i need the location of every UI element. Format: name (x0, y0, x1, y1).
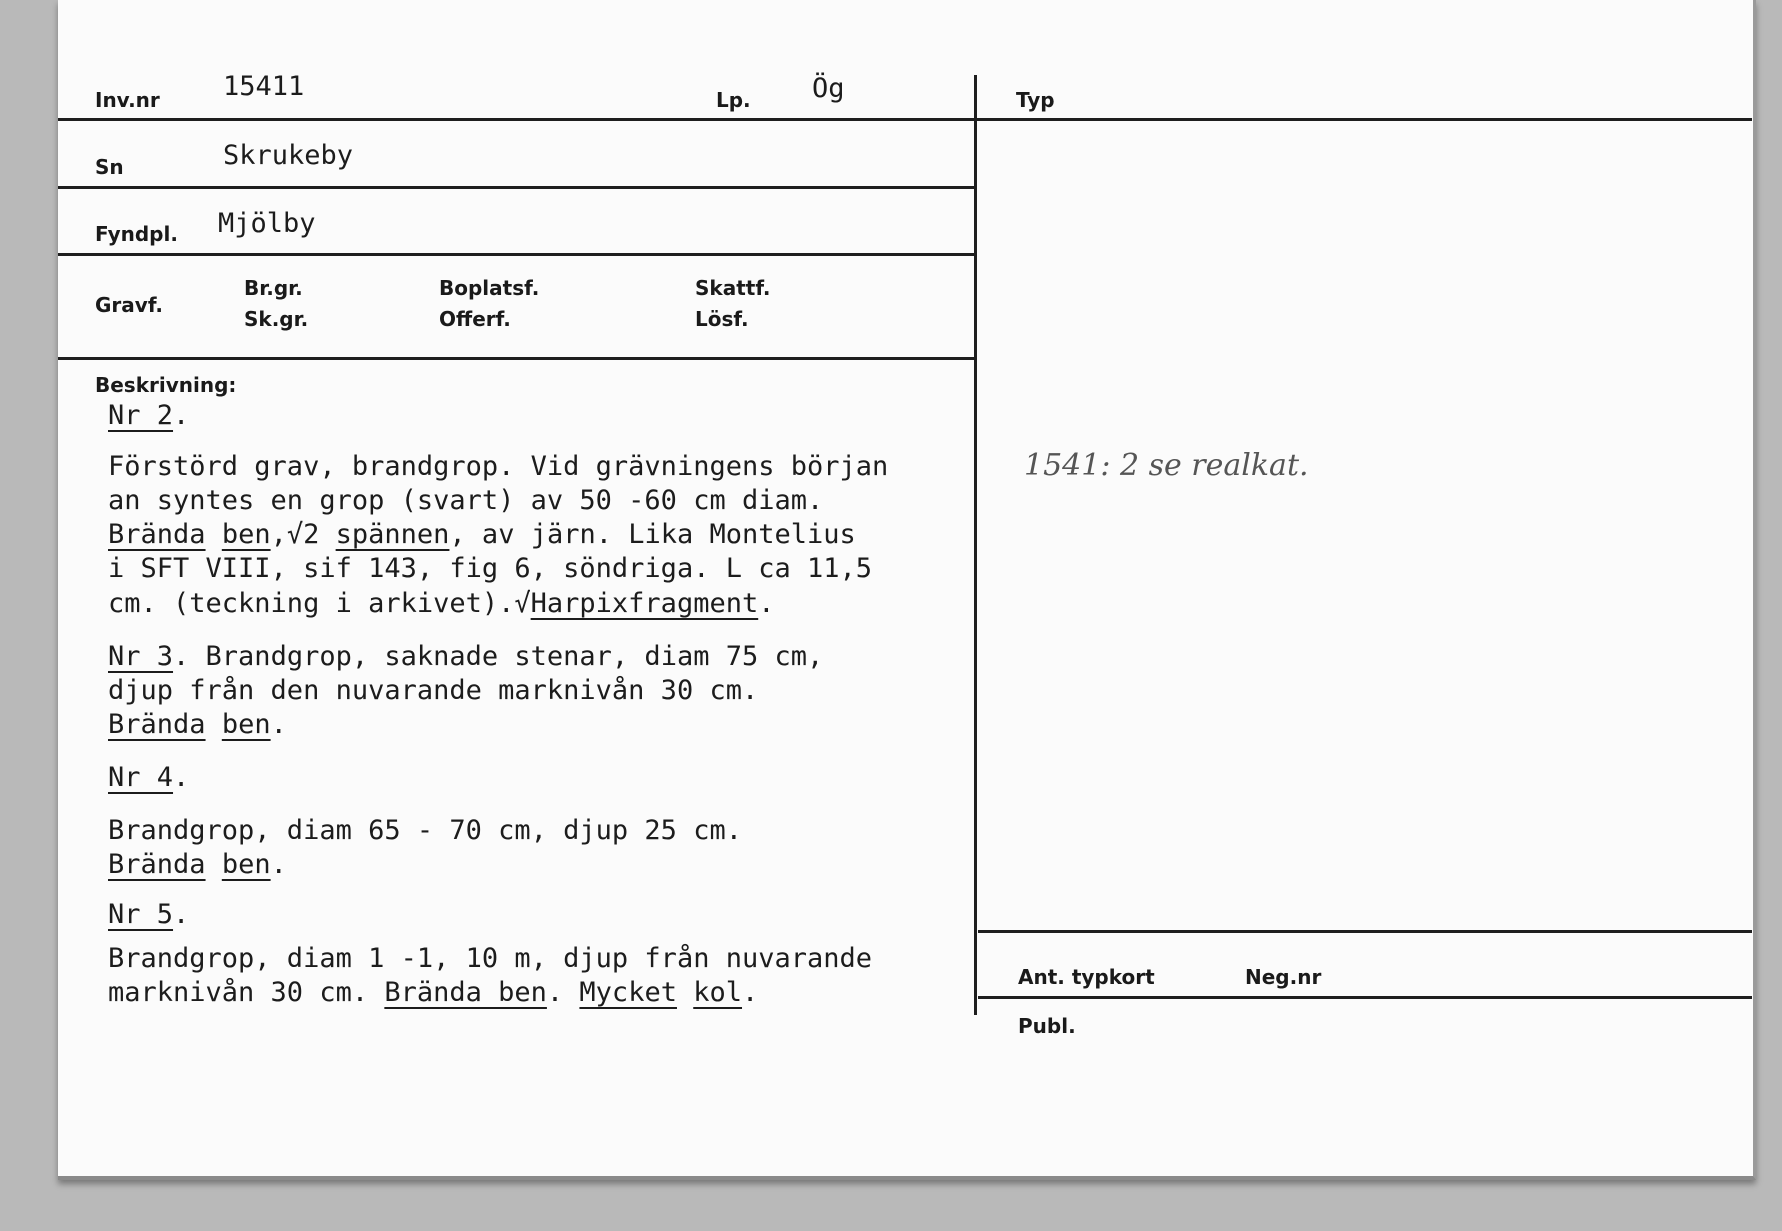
nr3-line-3 (108, 708, 287, 742)
nr2-heading-line (108, 399, 189, 433)
offerf-label: Offerf. (439, 307, 511, 331)
neg-nr-label: Neg.nr (1245, 965, 1322, 989)
fyndpl-value: Mjölby (218, 208, 316, 239)
nr2-check: ,√2 (270, 519, 336, 550)
nr4-heading-dot: . (173, 762, 190, 793)
sn-label: Sn (95, 155, 124, 179)
beskrivning-label: Beskrivning: (95, 373, 237, 397)
nr2-line-5-dot: . (758, 588, 775, 619)
nr5-dot: . (742, 977, 759, 1008)
inv-nr-label: Inv.nr (95, 88, 160, 112)
nr2-heading: Nr 2 (108, 400, 174, 431)
nr5-sep: . (546, 977, 580, 1008)
nr2-line-2: an syntes en grop (svart) av 50 -60 cm diam. (108, 485, 824, 516)
nr2-line-3 (108, 518, 856, 552)
divider-typkort-top (978, 930, 1752, 933)
nr4-heading: Nr 4 (108, 762, 174, 793)
nr2-line-5 (108, 587, 774, 621)
nr3-dot: . (270, 709, 287, 740)
divider-fyndpl (58, 253, 974, 256)
nr3-line-1-rest: . Brandgrop, saknade stenar, diam 75 cm, (173, 641, 824, 672)
lp-label: Lp. (716, 88, 751, 112)
losf-label: Lösf. (695, 307, 749, 331)
nr5-line-1: Brandgrop, diam 1 -1, 10 m, djup från nuvarande (108, 943, 873, 974)
sn-value: Skrukeby (223, 140, 354, 171)
nr5-brenda-ben: Brända ben (384, 977, 547, 1008)
nr5-heading-dot: . (173, 899, 190, 930)
nr5-line-2 (108, 976, 758, 1010)
nr3-line-2: djup från den nuvarande marknivån 30 cm. (108, 675, 759, 706)
nr2-line-5-start: cm. (teckning i arkivet).√ (108, 588, 531, 619)
nr2-line-4: i SFT VIII, sif 143, fig 6, söndriga. L ca 11,5 (108, 553, 873, 584)
nr2-ben: ben (221, 519, 271, 550)
ant-typkort-label: Ant. typkort (1018, 965, 1155, 989)
catalog-card (58, 0, 1756, 1180)
nr2-heading-dot: . (173, 400, 190, 431)
nr2-line-3-rest: , av järn. Lika Montelius (449, 519, 856, 550)
lp-value: Ög (812, 73, 845, 104)
nr4-ben: ben (221, 849, 271, 880)
handwritten-note: 1541: 2 se realkat. (1024, 448, 1309, 483)
nr3-brenda: Brända (108, 709, 206, 740)
inv-nr-value: 15411 (223, 71, 305, 102)
sk-gr-label: Sk.gr. (244, 307, 309, 331)
divider-typkort-bottom (978, 996, 1752, 999)
nr4-line-1: Brandgrop, diam 65 - 70 cm, djup 25 cm. (108, 815, 742, 846)
nr4-dot: . (270, 849, 287, 880)
nr3-line-1 (108, 640, 823, 674)
typ-label: Typ (1016, 88, 1055, 112)
divider-sn (58, 186, 974, 189)
publ-label: Publ. (1018, 1014, 1076, 1038)
boplatsf-label: Boplatsf. (439, 276, 540, 300)
nr5-heading-line (108, 898, 189, 932)
nr3-heading: Nr 3 (108, 641, 174, 672)
nr5-kol: kol (693, 977, 743, 1008)
nr2-brenda: Brända (108, 519, 206, 550)
nr2-harpix: Harpixfragment (530, 588, 759, 619)
nr2-line-1: Förstörd grav, brandgrop. Vid grävningens början (108, 451, 889, 482)
nr5-heading: Nr 5 (108, 899, 174, 930)
skattf-label: Skattf. (695, 276, 771, 300)
column-divider (974, 75, 977, 1015)
nr4-brenda: Brända (108, 849, 206, 880)
nr5-line-2-start: marknivån 30 cm. (108, 977, 385, 1008)
fyndpl-label: Fyndpl. (95, 222, 178, 246)
gravf-label: Gravf. (95, 293, 164, 317)
divider-gravf (58, 357, 974, 360)
nr2-spannen: spännen (335, 519, 450, 550)
divider-invnr (58, 118, 1752, 121)
br-gr-label: Br.gr. (244, 276, 303, 300)
nr5-mycket: Mycket (579, 977, 677, 1008)
nr3-ben: ben (221, 709, 271, 740)
nr4-line-2 (108, 848, 287, 882)
nr4-heading-line (108, 761, 189, 795)
